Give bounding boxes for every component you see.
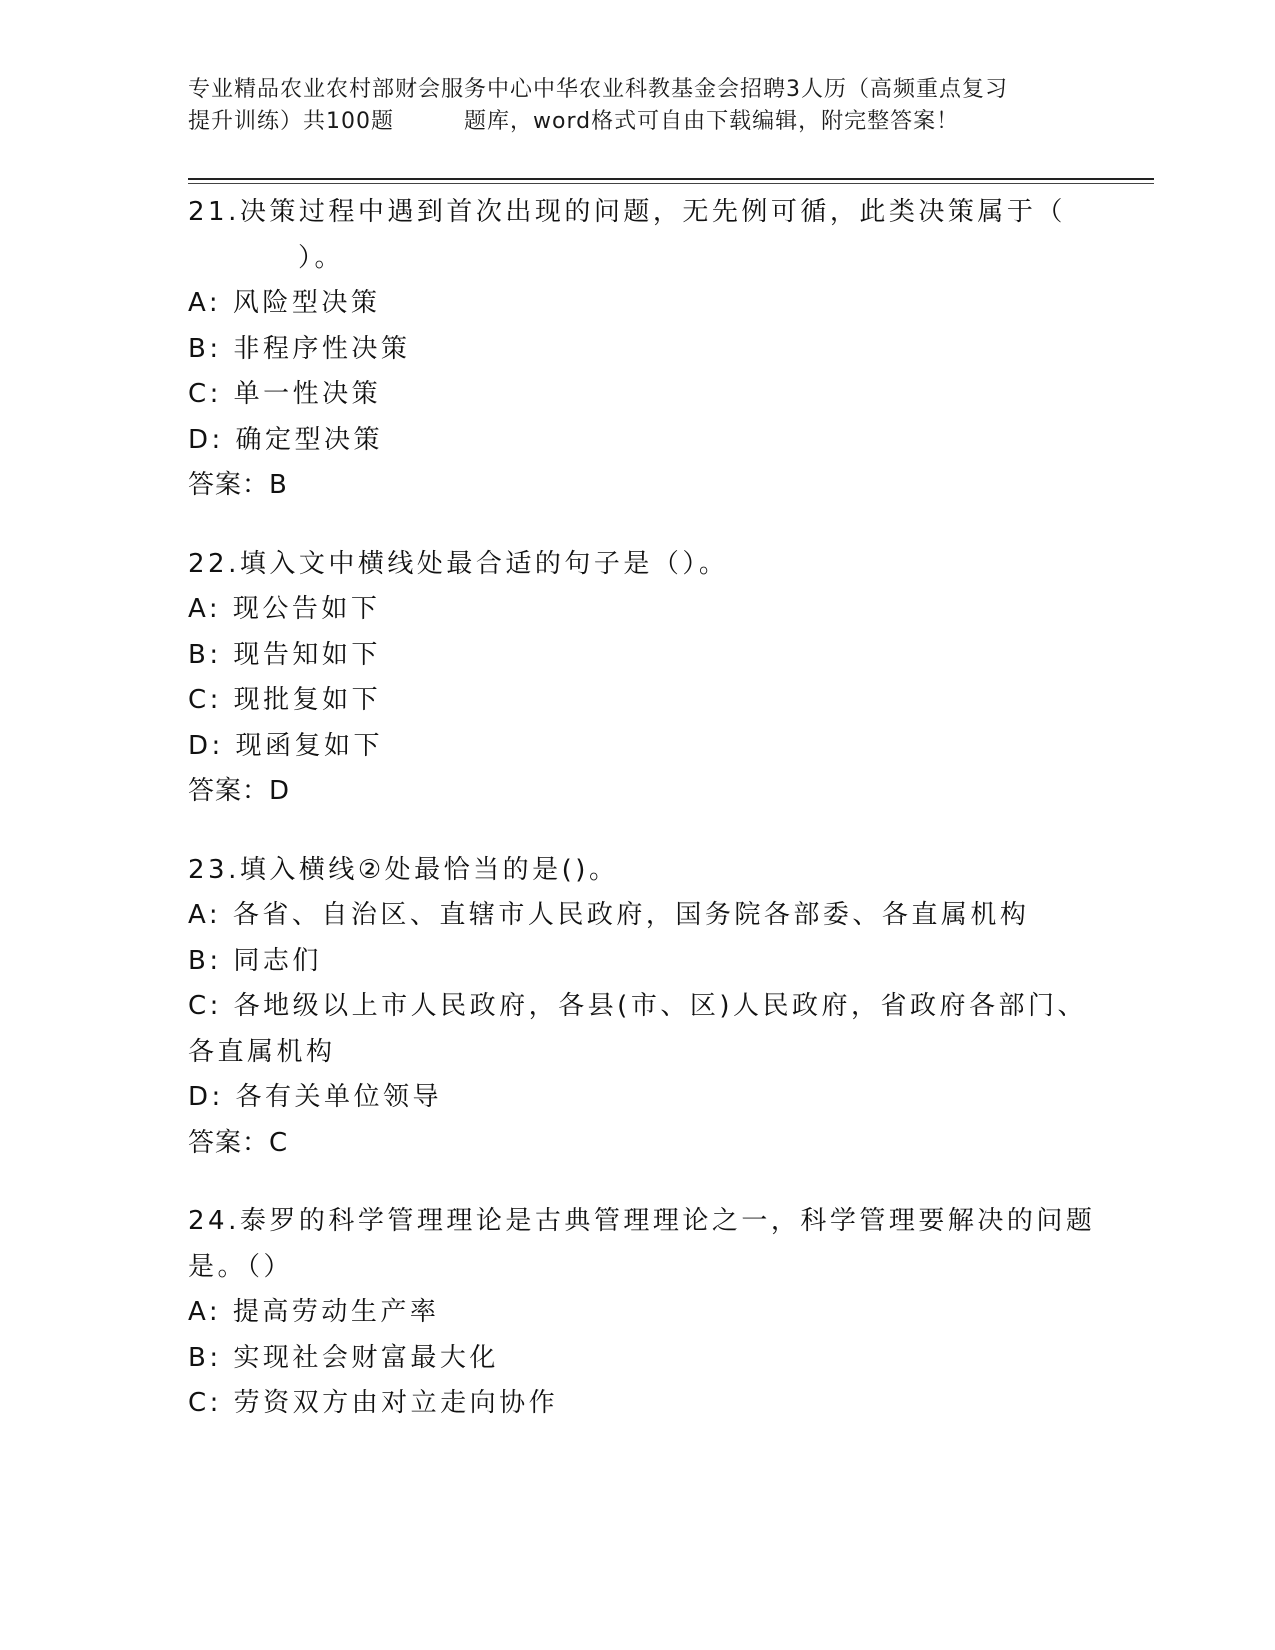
question-stem-continued: ）。 [298, 242, 345, 273]
header-line-2 [188, 106, 1088, 138]
question-21 [188, 190, 1088, 509]
option-a: A: 风险型决策 [188, 288, 381, 318]
question-stem: 21.决策过程中遇到首次出现的问题，无先例可循，此类决策属于（ [188, 197, 1066, 227]
header-line-2-left: 提升训练）共100题 [188, 109, 394, 134]
option-d: D: 现函复如下 [188, 730, 384, 761]
header-divider-thin [188, 183, 1154, 184]
answer: 答案：B [188, 470, 288, 500]
question-24 [188, 1199, 1096, 1427]
option-c: C: 单一性决策 [188, 379, 382, 409]
header-line-1: 专业精品农业农村部财会服务中心中华农业科教基金会招聘3人历（高频重点复习 [188, 77, 1008, 102]
option-b: B: 实现社会财富最大化 [188, 1342, 499, 1373]
question-23 [188, 848, 1088, 1167]
answer: 答案：C [188, 1127, 289, 1158]
option-b: B: 现告知如下 [188, 639, 381, 670]
option-c: C: 劳资双方由对立走向协作 [188, 1388, 559, 1418]
header-line-2-right: 题库，word格式可自由下载编辑，附完整答案！ [464, 109, 960, 134]
answer: 答案：D [188, 776, 291, 806]
option-a: A: 提高劳动生产率 [188, 1297, 440, 1327]
document-header [188, 74, 1088, 138]
option-c: C: 各地级以上市人民政府，各县(市、区)人民政府，省政府各部门、 [188, 991, 1087, 1021]
question-list [188, 190, 1096, 1460]
option-a: A: 各省、自治区、直辖市人民政府，国务院各部委、各直属机构 [188, 900, 1030, 930]
question-stem: 24.泰罗的科学管理理论是古典管理理论之一，科学管理要解决的问题 [188, 1206, 1096, 1236]
option-b: B: 非程序性决策 [188, 333, 411, 364]
question-stem: 23.填入横线②处最恰当的是()。 [188, 854, 619, 885]
option-d: D: 各有关单位领导 [188, 1082, 443, 1112]
option-d: D: 确定型决策 [188, 424, 384, 455]
option-c-continued: 各直属机构 [188, 1036, 336, 1067]
option-a: A: 现公告如下 [188, 594, 381, 624]
option-b: B: 同志们 [188, 945, 322, 976]
question-22 [188, 542, 1088, 815]
header-divider-thick [188, 178, 1154, 180]
question-stem: 22.填入文中横线处最合适的句子是（）。 [188, 548, 729, 579]
option-c: C: 现批复如下 [188, 685, 382, 715]
question-stem-continued: 是。（） [188, 1251, 294, 1282]
